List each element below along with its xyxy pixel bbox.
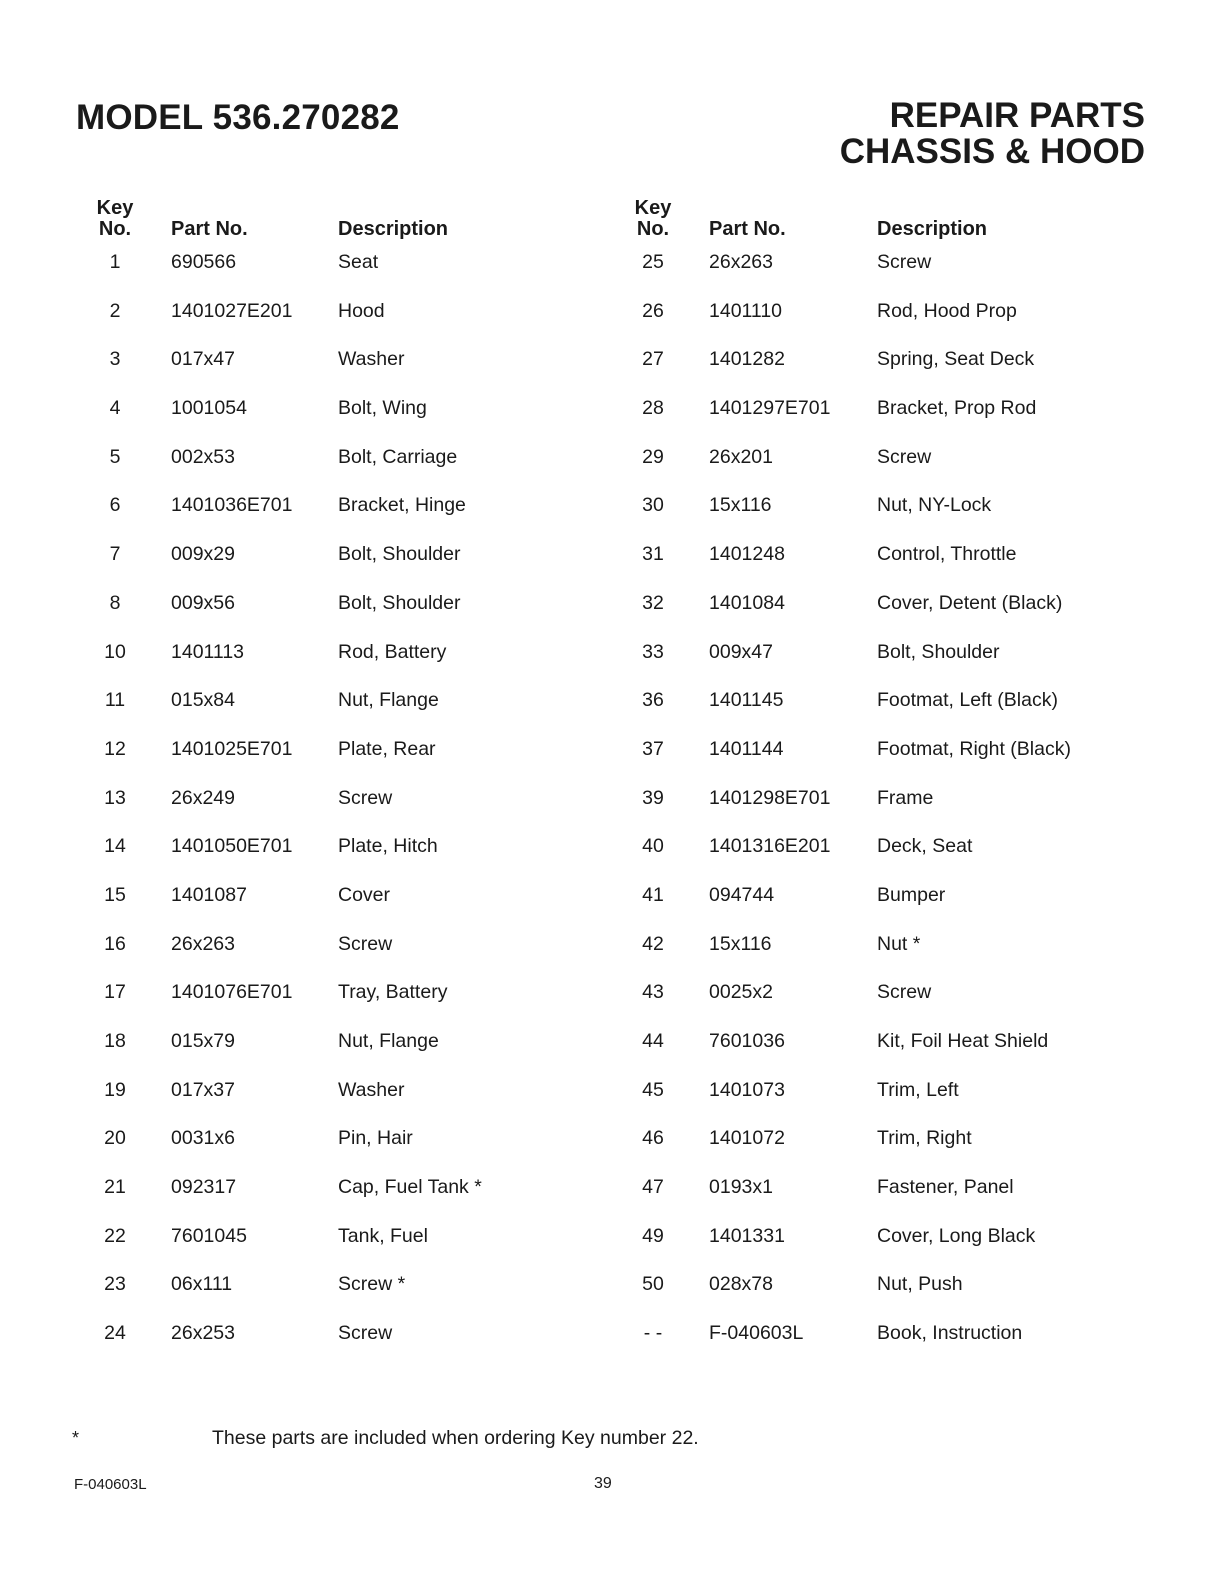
key-no-cell: 21 bbox=[104, 1176, 126, 1199]
part-no-cell: 7601036 bbox=[709, 1030, 785, 1052]
part-no-cell: 015x79 bbox=[171, 1030, 235, 1052]
description-cell: Plate, Rear bbox=[338, 737, 436, 760]
key-no-cell: 8 bbox=[109, 591, 121, 614]
description-cell: Bolt, Shoulder bbox=[338, 591, 461, 614]
part-no-cell: 002x53 bbox=[171, 445, 235, 468]
part-no-cell: 009x56 bbox=[171, 591, 235, 614]
description-cell: Bolt, Shoulder bbox=[338, 543, 461, 566]
part-no-cell: 1401331 bbox=[709, 1224, 785, 1247]
key-no-cell: 32 bbox=[642, 591, 664, 614]
part-no-cell: 1401076E701 bbox=[171, 981, 293, 1004]
part-no-cell: 1401298E701 bbox=[709, 786, 831, 809]
description-header: Description bbox=[877, 218, 988, 240]
description-cell: Nut, Flange bbox=[338, 1030, 439, 1052]
key-no-cell: 19 bbox=[104, 1078, 126, 1101]
part-no-cell: 1401282 bbox=[709, 348, 785, 371]
key-no-cell: 28 bbox=[642, 397, 664, 420]
part-no-cell: 0031x6 bbox=[171, 1127, 235, 1150]
key-no-cell: 3 bbox=[109, 348, 121, 371]
key-no-cell: 1 bbox=[109, 251, 121, 273]
part-no-cell: 094744 bbox=[709, 883, 775, 906]
description-cell: Bolt, Wing bbox=[338, 397, 427, 420]
part-no-cell: 1401072 bbox=[709, 1127, 785, 1150]
description-cell: Bolt, Carriage bbox=[338, 445, 458, 468]
description-cell: Trim, Right bbox=[877, 1127, 972, 1150]
description-cell: Nut, Flange bbox=[338, 689, 439, 712]
key-no-cell: 33 bbox=[642, 640, 664, 663]
description-cell: Hood bbox=[338, 299, 385, 322]
key-no-header bbox=[90, 198, 140, 240]
description-cell: Tray, Battery bbox=[338, 981, 448, 1004]
description-cell: Rod, Battery bbox=[338, 640, 447, 663]
part-no-cell: 1401087 bbox=[171, 883, 247, 906]
description-cell: Plate, Hitch bbox=[338, 835, 438, 858]
description-cell: Screw bbox=[338, 1322, 393, 1345]
part-no-cell: 26x263 bbox=[171, 932, 235, 955]
key-no-cell: 22 bbox=[104, 1224, 126, 1247]
key-no-cell: 4 bbox=[109, 397, 121, 420]
part-no-cell: 1401144 bbox=[709, 737, 784, 760]
part-no-cell: 0025x2 bbox=[709, 981, 773, 1004]
key-no-header bbox=[628, 198, 678, 240]
footnote-text: These parts are included when ordering Key number 22. bbox=[212, 1427, 699, 1449]
part-no-cell: F-040603L bbox=[709, 1322, 804, 1345]
key-no-cell: 27 bbox=[642, 348, 664, 371]
part-no-cell: 009x47 bbox=[709, 640, 773, 663]
section-title-line2: CHASSIS & HOOD bbox=[839, 132, 1145, 171]
key-no-cell: 18 bbox=[104, 1030, 126, 1052]
description-cell: Kit, Foil Heat Shield bbox=[877, 1030, 1049, 1052]
part-no-cell: 1401025E701 bbox=[171, 737, 293, 760]
footnote-mark: * bbox=[72, 1428, 80, 1448]
description-cell: Deck, Seat bbox=[877, 835, 973, 858]
description-cell: Cover bbox=[338, 883, 391, 906]
key-no-cell: 25 bbox=[642, 251, 664, 273]
description-cell: Footmat, Left (Black) bbox=[877, 689, 1058, 712]
key-no-cell: 16 bbox=[104, 932, 126, 955]
part-no-header: Part No. bbox=[709, 218, 786, 240]
part-no-cell: 26x249 bbox=[171, 786, 235, 809]
key-no-cell: 7 bbox=[109, 543, 121, 566]
part-no-cell: 1401297E701 bbox=[709, 397, 831, 420]
key-no-cell: 29 bbox=[642, 445, 664, 468]
description-cell: Book, Instruction bbox=[877, 1322, 1023, 1345]
key-no-cell: 2 bbox=[109, 299, 121, 322]
key-header-line2: No. bbox=[98, 218, 132, 240]
description-cell: Bolt, Shoulder bbox=[877, 640, 1000, 663]
description-cell: Cap, Fuel Tank * bbox=[338, 1176, 482, 1199]
part-no-cell: 26x201 bbox=[709, 445, 773, 468]
part-no-cell: 1401073 bbox=[709, 1078, 785, 1101]
part-no-header: Part No. bbox=[171, 218, 248, 240]
part-no-cell: 1001054 bbox=[171, 397, 247, 420]
key-no-cell: 45 bbox=[642, 1078, 664, 1101]
part-no-cell: 1401145 bbox=[709, 689, 784, 712]
description-cell: Nut * bbox=[877, 932, 921, 955]
key-no-cell: 47 bbox=[642, 1176, 664, 1199]
description-cell: Frame bbox=[877, 786, 934, 809]
part-no-cell: 092317 bbox=[171, 1176, 237, 1199]
key-no-cell: 49 bbox=[642, 1224, 664, 1247]
part-no-cell: 1401316E201 bbox=[709, 835, 831, 858]
key-no-cell: 20 bbox=[104, 1127, 126, 1150]
part-no-cell: 1401084 bbox=[709, 591, 785, 614]
key-no-cell: 6 bbox=[109, 494, 121, 517]
description-cell: Bumper bbox=[877, 883, 946, 906]
part-no-cell: 06x111 bbox=[171, 1273, 233, 1296]
part-no-cell: 009x29 bbox=[171, 543, 235, 566]
key-no-cell: 12 bbox=[104, 737, 126, 760]
key-no-cell: 43 bbox=[642, 981, 664, 1004]
section-title-line1: REPAIR PARTS bbox=[889, 96, 1145, 135]
key-no-cell: 42 bbox=[642, 932, 664, 955]
description-cell: Screw bbox=[877, 981, 932, 1004]
description-cell: Screw bbox=[877, 445, 932, 468]
key-no-cell: 5 bbox=[109, 445, 121, 468]
description-cell: Cover, Long Black bbox=[877, 1224, 1036, 1247]
section-title bbox=[840, 98, 1145, 170]
description-cell: Cover, Detent (Black) bbox=[877, 591, 1063, 614]
part-no-cell: 15x116 bbox=[709, 494, 772, 517]
description-cell: Rod, Hood Prop bbox=[877, 299, 1017, 322]
description-cell: Washer bbox=[338, 348, 405, 371]
description-cell: Screw bbox=[338, 932, 393, 955]
model-title: MODEL 536.270282 bbox=[76, 98, 400, 137]
part-no-cell: 0193x1 bbox=[709, 1176, 773, 1199]
key-no-cell: 40 bbox=[642, 835, 664, 858]
page-number: 39 bbox=[594, 1475, 612, 1492]
document-code: F-040603L bbox=[74, 1476, 147, 1493]
description-cell: Trim, Left bbox=[877, 1078, 959, 1101]
key-header-line1: Key bbox=[96, 197, 134, 219]
key-no-cell: 46 bbox=[642, 1127, 664, 1150]
description-cell: Screw bbox=[877, 251, 932, 273]
key-no-cell: 41 bbox=[642, 883, 664, 906]
description-cell: Seat bbox=[338, 251, 379, 273]
key-no-cell: 17 bbox=[104, 981, 126, 1004]
description-cell: Pin, Hair bbox=[338, 1127, 413, 1150]
description-cell: Bracket, Prop Rod bbox=[877, 397, 1037, 420]
key-no-cell: 23 bbox=[104, 1273, 126, 1296]
key-no-cell: 13 bbox=[104, 786, 126, 809]
key-no-cell: 30 bbox=[642, 494, 664, 517]
description-cell: Screw * bbox=[338, 1273, 406, 1296]
key-no-cell: 24 bbox=[104, 1322, 126, 1345]
part-no-cell: 1401050E701 bbox=[171, 835, 293, 858]
description-cell: Nut, Push bbox=[877, 1273, 963, 1296]
part-no-cell: 017x47 bbox=[171, 348, 235, 371]
part-no-cell: 1401036E701 bbox=[171, 494, 293, 517]
part-no-cell: 7601045 bbox=[171, 1224, 247, 1247]
key-no-cell: 37 bbox=[642, 737, 664, 760]
key-no-cell: - - bbox=[643, 1322, 663, 1345]
part-no-cell: 26x263 bbox=[709, 251, 773, 273]
key-no-cell: 39 bbox=[642, 786, 664, 809]
description-cell: Footmat, Right (Black) bbox=[877, 737, 1071, 760]
description-cell: Screw bbox=[338, 786, 393, 809]
part-no-cell: 017x37 bbox=[171, 1078, 235, 1101]
key-no-cell: 10 bbox=[104, 640, 126, 663]
key-no-cell: 50 bbox=[642, 1273, 664, 1296]
description-cell: Fastener, Panel bbox=[877, 1176, 1014, 1199]
key-no-cell: 44 bbox=[642, 1030, 664, 1052]
key-header-line2: No. bbox=[636, 218, 670, 240]
part-no-cell: 1401027E201 bbox=[171, 299, 293, 322]
part-no-cell: 15x116 bbox=[709, 932, 772, 955]
description-header: Description bbox=[338, 218, 449, 240]
part-no-cell: 1401110 bbox=[709, 299, 783, 322]
description-cell: Spring, Seat Deck bbox=[877, 348, 1035, 371]
part-no-cell: 015x84 bbox=[171, 689, 235, 712]
description-cell: Nut, NY-Lock bbox=[877, 494, 992, 517]
key-no-cell: 14 bbox=[104, 835, 126, 858]
key-header-line1: Key bbox=[634, 197, 672, 219]
key-no-cell: 11 bbox=[104, 689, 126, 712]
key-no-cell: 31 bbox=[642, 543, 664, 566]
description-cell: Control, Throttle bbox=[877, 543, 1017, 566]
key-no-cell: 15 bbox=[104, 883, 126, 906]
description-cell: Washer bbox=[338, 1078, 405, 1101]
part-no-cell: 028x78 bbox=[709, 1273, 773, 1296]
part-no-cell: 1401113 bbox=[171, 640, 245, 663]
part-no-cell: 26x253 bbox=[171, 1322, 235, 1345]
part-no-cell: 1401248 bbox=[709, 543, 785, 566]
description-cell: Bracket, Hinge bbox=[338, 494, 466, 517]
key-no-cell: 26 bbox=[642, 299, 664, 322]
key-no-cell: 36 bbox=[642, 689, 664, 712]
description-cell: Tank, Fuel bbox=[338, 1224, 428, 1247]
part-no-cell: 690566 bbox=[171, 251, 237, 273]
